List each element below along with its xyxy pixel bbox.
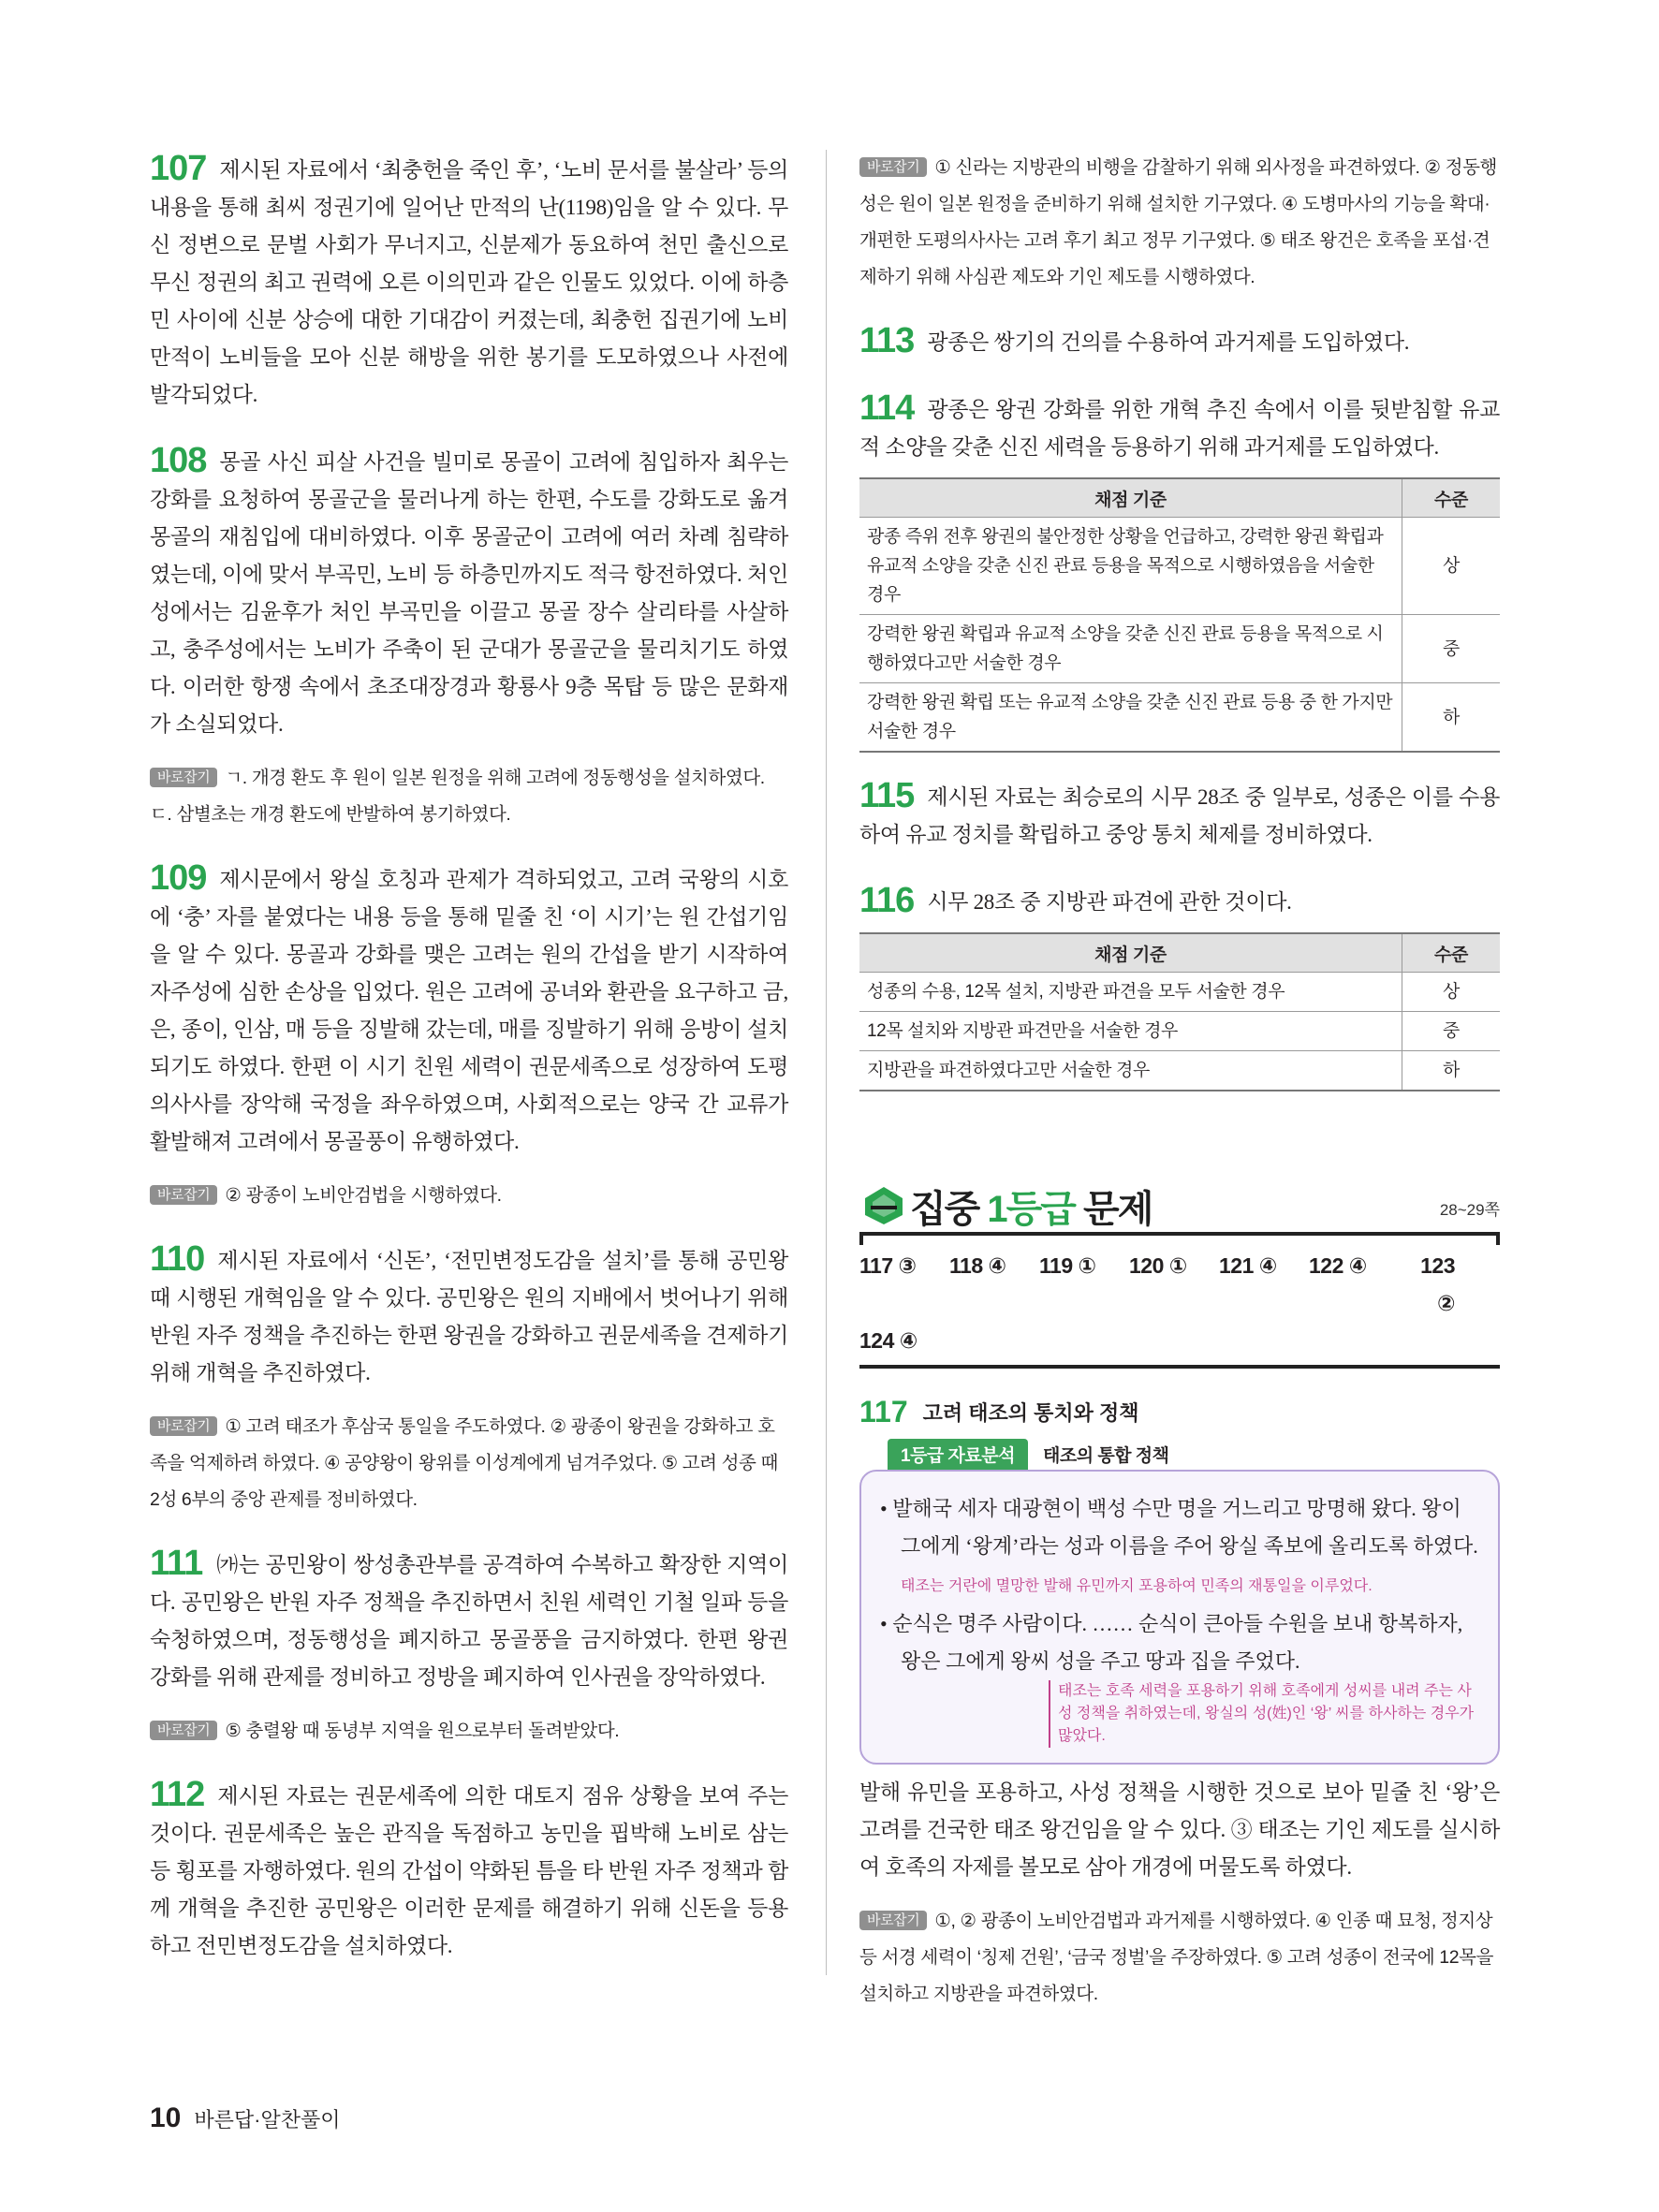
explanation-text: 광종은 쌍기의 건의를 수용하여 과거제를 도입하였다. (927, 330, 1410, 354)
page-footer (150, 2102, 340, 2134)
question-number: 116 (859, 881, 915, 920)
level-cell: 하 (1402, 683, 1501, 753)
analysis-tab-label: 태조의 통합 정책 (1042, 1446, 1169, 1466)
table-header: 수준 (1402, 478, 1501, 518)
correction-badge: 바로잡기 (150, 768, 217, 787)
correction-109 (150, 1178, 788, 1214)
question-number: 113 (859, 321, 915, 360)
section-title: 집중 1등급 문제 (910, 1189, 1152, 1230)
table-header: 수준 (1402, 933, 1501, 973)
left-column (150, 150, 788, 1993)
criterion-cell: 강력한 왕권 확립과 유교적 소양을 갖춘 신진 관료 등용을 목적으로 시행하였다고만 서술한 경우 (859, 615, 1402, 683)
answer-item: 120 ① (1129, 1253, 1187, 1278)
explanation-text: ㈎는 공민왕이 쌍성총관부를 공격하여 수복하고 확장한 지역이다. 공민왕은 반원 자주 정책을 추진하면서 친원 세력인 기철 일파 등을 숙청하였으며, 정동행성을 폐지하고 몽골풍을 금지하였다. 한편 왕권 강화를 위해 관제를 정비하고 정방을 폐지하여 인사권을 장악하였다. (150, 1553, 788, 1689)
correction-text: ② 광종이 노비안검법을 시행하였다. (225, 1185, 502, 1206)
explanation-text: 제시된 자료에서 ‘신돈’, ‘전민변정도감을 설치’를 통해 공민왕 때 시행된 개혁임을 알 수 있다. 공민왕은 원의 지배에서 벗어나기 위해 반원 자주 정책을 추진하는 한편 왕권을 강화하고 권문세족을 견제하기 위해 개혁을 추진하였다. (150, 1249, 788, 1384)
correction-text: ⑤ 충렬왕 때 동녕부 지역을 원으로부터 돌려받았다. (225, 1721, 620, 1741)
question-number: 112 (150, 1775, 205, 1814)
table-row (859, 615, 1500, 683)
explanation-text: 제시된 자료는 권문세족에 의한 대토지 점유 상황을 보여 주는 것이다. 권문세족은 높은 관직을 독점하고 농민을 핍박해 노비로 삼는 등 횡포를 자행하였다. 원의 간섭이 약화된 틈을 타 반원 자주 정책과 함께 개혁을 추진한 공민왕은 이러한 문제를 해결하기 위해 신돈을 등용하고 전민변정도감을 설치하였다. (150, 1784, 788, 1957)
annotation-note: 태조는 호족 세력을 포용하기 위해 호족에게 성씨를 내려 주는 사성 정책을 취하였는데, 왕실의 성(姓)인 ‘왕’ 씨를 하사하는 경우가 많았다. (1049, 1680, 1479, 1748)
question-number: 111 (150, 1544, 203, 1583)
correction-badge: 바로잡기 (859, 1911, 927, 1930)
page-range: 28~29쪽 (1439, 1201, 1500, 1219)
criterion-cell: 광종 즉위 전후 왕권의 불안정한 상황을 언급하고, 강력한 왕권 확립과 유교적 소양을 갖춘 신진 관료 등용을 목적으로 시행하였음을 서술한 경우 (859, 518, 1402, 615)
right-column (859, 150, 1500, 2039)
book-section-label: 바른답·알찬풀이 (194, 2108, 341, 2131)
question-number: 114 (859, 388, 915, 428)
correction-badge: 바로잡기 (150, 1721, 217, 1740)
table-header: 채점 기준 (859, 478, 1402, 518)
section-header (859, 1176, 1500, 1232)
question-113 (859, 322, 1500, 361)
explanation-text: 발해 유민을 포용하고, 사성 정책을 시행한 것으로 보아 밑줄 친 ‘왕’은 고려를 건국한 태조 왕건임을 알 수 있다. ③ 태조는 기인 제도를 실시하여 호족의 자제를 볼모로 삼아 개경에 머물도록 하였다. (859, 1780, 1500, 1879)
question-number: 107 (150, 149, 207, 188)
table-header: 채점 기준 (859, 933, 1402, 973)
correction-text: ① 고려 태조가 후삼국 통일을 주도하였다. ② 광종이 왕권을 강화하고 호족을 억제하려 하였다. ④ 공양왕이 왕위를 이성계에게 넘겨주었다. ⑤ 고려 성종 때 2성 6부의 중앙 관제를 정비하였다. (150, 1416, 778, 1510)
explanation-text: 제시문에서 왕실 호칭과 관제가 격하되었고, 고려 국왕의 시호에 ‘충’ 자를 붙였다는 내용 등을 통해 밑줄 친 ‘이 시기’는 원 간섭기임을 알 수 있다. 몽골과 강화를 맺은 고려는 원의 간섭을 받기 시작하여 자주성에 심한 손상을 입었다. 원은 고려에 공녀와 환관을 요구하고 금, 은, 종이, 인삼, 매 등을 징발해 갔는데, 매를 징발하기 위해 응방이 설치되기도 하였다. 한편 이 시기 친원 세력이 권문세족으로 성장하여 도평의사사를 장악해 국정을 좌우하였으며, 사회적으로는 양국 간 교류가 활발해져 고려에서 몽골풍이 유행하였다. (150, 868, 788, 1153)
explanation-text: 광종은 왕권 강화를 위한 개혁 추진 속에서 이를 뒷받침할 유교적 소양을 갖춘 신진 세력을 등용하기 위해 과거제를 도입하였다. (859, 398, 1500, 459)
column-divider (826, 150, 827, 1975)
answer-item: 123 ② (1420, 1253, 1455, 1315)
question-115 (859, 777, 1500, 854)
question-109 (150, 859, 788, 1161)
answer-item: 122 ④ (1309, 1253, 1367, 1278)
answer-item: 121 ④ (1219, 1253, 1277, 1278)
question-number: 110 (150, 1239, 205, 1279)
question-117-title (859, 1395, 1500, 1429)
question-number: 115 (859, 776, 915, 815)
explanation-text: 제시된 자료에서 ‘최충헌을 죽인 후’, ‘노비 문서를 불살라’ 등의 내용을 통해 최씨 정권기에 일어난 만적의 난(1198)임을 알 수 있다. 무신 정변으로 문벌 사회가 무너지고, 신분제가 동요하여 천민 출신으로 무신 정권의 최고 권력에 오른 이의민과 같은 인물도 있었다. 이에 하층민 사이에 신분 상승에 대한 기대감이 커졌는데, 최충헌 집권기에 노비 만적이 노비들을 모아 신분 해방을 위한 봉기를 도모하였으나 사전에 발각되었다. (150, 158, 788, 406)
page-number: 10 (150, 2102, 182, 2133)
correction-text: ①, ② 광종이 노비안검법과 과거제를 시행하였다. ④ 인종 때 묘청, 정지상 등 서경 세력이 ‘칭제 건원’, ‘금국 정벌’을 주장하였다. ⑤ 고려 성종이 전국에 12목을 설치하고 지방관을 파견하였다. (859, 1911, 1494, 2004)
correction-text: ㄱ. 개경 환도 후 원이 일본 원정을 위해 고려에 정동행성을 설치하였다. ㄷ. 삼별초는 개경 환도에 반발하여 봉기하였다. (150, 768, 765, 825)
question-number: 108 (150, 441, 207, 480)
question-112 (150, 1776, 788, 1965)
question-116 (859, 882, 1500, 921)
correction-117 (859, 1903, 1500, 2013)
correction-badge: 바로잡기 (150, 1416, 217, 1436)
correction-108 (150, 760, 788, 833)
correction-badge: 바로잡기 (150, 1185, 217, 1205)
question-number: 117 (859, 1395, 908, 1428)
annotation-note: 태조는 거란에 멸망한 발해 유민까지 포용하여 민족의 재통일을 이루었다. (901, 1578, 1373, 1594)
target-icon (861, 1185, 906, 1226)
explanation-text: 몽골 사신 피살 사건을 빌미로 몽골이 고려에 침입하자 최우는 강화를 요청하여 몽골군을 물러나게 하는 한편, 수도를 강화도로 옮겨 몽골의 재침입에 대비하였다. 이후 몽골군이 고려에 여러 차례 침략하였는데, 이에 맞서 부곡민, 노비 등 하층민까지도 적극 항전하였다. 처인성에서는 김윤후가 처인 부곡민을 이끌고 몽골 장수 살리타를 사살하고, 충주성에서는 노비가 주축이 된 군대가 몽골군을 물리치기도 하였다. 이러한 항쟁 속에서 초조대장경과 황룡사 9층 목탑 등 많은 문화재가 소실되었다. (150, 450, 788, 736)
grading-table-116 (859, 932, 1500, 1091)
table-row (859, 683, 1500, 753)
question-107 (150, 150, 788, 414)
answer-item: 117 ③ (859, 1253, 917, 1278)
table-row (859, 518, 1500, 615)
question-110 (150, 1240, 788, 1392)
level-cell: 중 (1402, 615, 1501, 683)
table-row (859, 973, 1500, 1012)
table-row (859, 1051, 1500, 1091)
level-cell: 하 (1402, 1051, 1501, 1091)
correction-badge: 바로잡기 (859, 157, 927, 177)
analysis-tab-badge: 1등급 자료분석 (888, 1439, 1028, 1470)
level-cell: 중 (1402, 1012, 1501, 1051)
question-117 (859, 1774, 1500, 1886)
grading-table-114 (859, 477, 1500, 753)
level-cell: 상 (1402, 518, 1501, 615)
question-number: 109 (150, 858, 207, 898)
question-topic: 고려 태조의 통치와 정책 (922, 1401, 1139, 1425)
criterion-cell: 강력한 왕권 확립 또는 유교적 소양을 갖춘 신진 관료 등용 중 한 가지만 서술한 경우 (859, 683, 1402, 753)
criterion-cell: 지방관을 파견하였다고만 서술한 경우 (859, 1051, 1402, 1091)
answer-item: 124 ④ (859, 1328, 918, 1353)
analysis-tab (888, 1439, 1500, 1470)
answer-item: 118 ④ (949, 1253, 1006, 1278)
answer-item: 119 ① (1039, 1253, 1096, 1278)
explanation-text: 시무 28조 중 지방관 파견에 관한 것이다. (927, 890, 1292, 914)
correction-110 (150, 1409, 788, 1518)
table-row (859, 1012, 1500, 1051)
source-item: • 발해국 세자 대광현이 백성 수만 명을 거느리고 망명해 왔다. 왕이 그에게 ‘왕계’라는 성과 이름을 주어 왕실 족보에 올리도록 하였다. 태조는 거란에 멸망한 발해 유민까지 포용하여 민족의 재통일을 이루었다. (880, 1497, 1478, 1594)
source-item: • 순식은 명주 사람이다. …… 순식이 큰아들 수원을 보내 항복하자, 왕은 그에게 왕씨 성을 주고 땅과 집을 주었다. (880, 1612, 1463, 1673)
question-108 (150, 442, 788, 743)
criterion-cell: 12목 설치와 지방관 파견만을 서술한 경우 (859, 1012, 1402, 1051)
correction-text: ① 신라는 지방관의 비행을 감찰하기 위해 외사정을 파견하였다. ② 정동행성은 원이 일본 원정을 준비하기 위해 설치한 기구였다. ④ 도병마사의 기능을 확대·개편한 도평의사사는 고려 후기 최고 정무 기구였다. ⑤ 태조 왕건은 호족을 포섭·견제하기 위해 사심관 제도와 기인 제도를 시행하였다. (859, 157, 1497, 287)
correction-112 (859, 150, 1500, 296)
explanation-text: 제시된 자료는 최승로의 시무 28조 중 일부로, 성종은 이를 수용하여 유교 정치를 확립하고 중앙 통치 체제를 정비하였다. (859, 785, 1500, 846)
criterion-cell: 성종의 수용, 12목 설치, 지방관 파견을 모두 서술한 경우 (859, 973, 1402, 1012)
question-114 (859, 389, 1500, 466)
correction-111 (150, 1713, 788, 1750)
question-111 (150, 1545, 788, 1696)
level-cell: 상 (1402, 973, 1501, 1012)
answer-key (859, 1232, 1500, 1369)
source-analysis-box (859, 1470, 1500, 1765)
